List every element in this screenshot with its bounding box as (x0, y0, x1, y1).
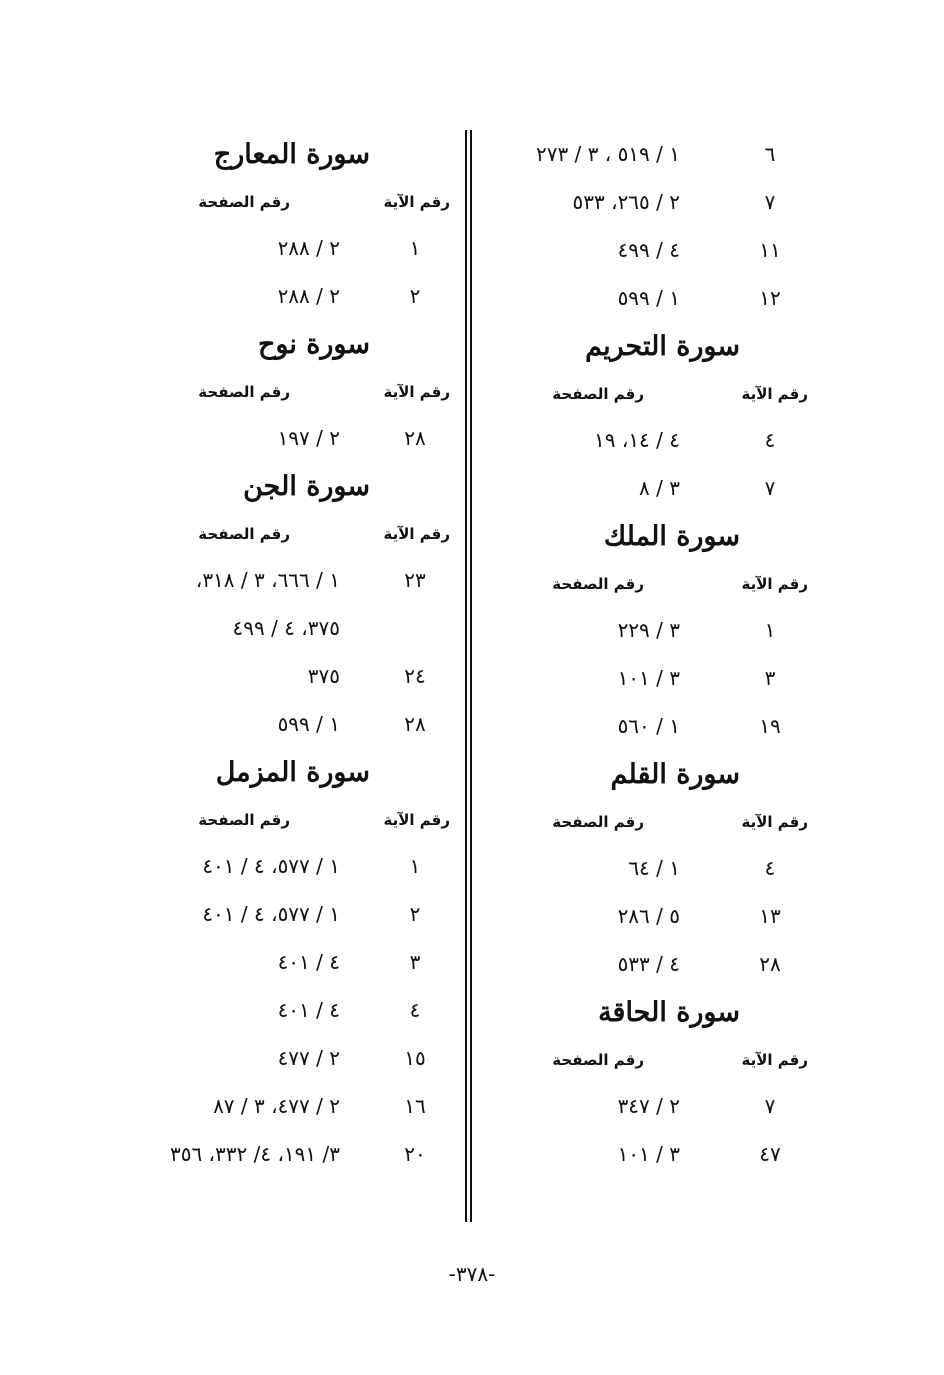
ayah-number: ٧ (764, 476, 776, 500)
ayah-number: ١ (764, 618, 776, 642)
left-column (120, 130, 460, 1178)
index-row (120, 604, 460, 652)
ayah-number: ٢٠ (404, 1142, 426, 1166)
ayah-number: ٢ (409, 902, 421, 926)
ayah-number: ١٥ (404, 1046, 426, 1070)
ayah-number: ١٩ (759, 714, 781, 738)
page-reference: ٥ / ٢٨٦ (617, 904, 680, 928)
surah-heading: سورة نوح (257, 329, 370, 360)
page-reference: ٢ / ٢٦٥، ٥٣٣ (572, 190, 680, 214)
column-header-row (120, 180, 460, 224)
page-reference: ٣٧٥ (307, 664, 340, 688)
ayah-number: ٢٨ (759, 952, 781, 976)
index-row (500, 226, 820, 274)
page-number-header: رقم الصفحة (552, 813, 644, 831)
ayah-number: ٦ (764, 142, 776, 166)
index-row (120, 1130, 460, 1178)
surah-heading: سورة التحريم (585, 331, 740, 362)
ayah-number: ٢٤ (404, 664, 426, 688)
page-reference: ٤ / ٤٠١ (277, 998, 340, 1022)
index-row (120, 556, 460, 604)
surah-heading: سورة القلم (610, 759, 740, 790)
ayah-number-header: رقم الآية (741, 575, 808, 593)
page-reference: ١ / ٦٦٦، ٣ / ٣١٨، (195, 568, 340, 592)
index-row (120, 700, 460, 748)
page-reference: ٤ / ١٤، ١٩ (594, 428, 680, 452)
index-row (120, 272, 460, 320)
page-reference: ٣ / ٨ (639, 476, 680, 500)
ayah-number: ٧ (764, 1094, 776, 1118)
page-reference: ٢ / ٢٨٨ (277, 284, 340, 308)
ayah-number: ١٣ (759, 904, 781, 928)
index-row (500, 416, 820, 464)
page-reference: ٢ / ٤٧٧، ٣ / ٨٧ (213, 1094, 340, 1118)
page-reference: ١ / ٦٤ (628, 856, 680, 880)
ayah-number: ١١ (759, 238, 781, 262)
index-row (120, 414, 460, 462)
page-reference: ٢ / ٢٨٨ (277, 236, 340, 260)
surah-heading-row (500, 512, 820, 562)
column-header-row (500, 1038, 820, 1082)
ayah-number-header: رقم الآية (383, 383, 450, 401)
ayah-number: ١ (409, 236, 421, 260)
surah-heading-row (120, 130, 460, 180)
column-header-row (500, 800, 820, 844)
column-header-row (120, 798, 460, 842)
ayah-number: ٤ (764, 428, 776, 452)
index-row (120, 1082, 460, 1130)
ayah-number-header: رقم الآية (741, 1051, 808, 1069)
surah-heading: سورة الجن (243, 471, 370, 502)
page-number-header: رقم الصفحة (198, 383, 290, 401)
ayah-number: ١٦ (404, 1094, 426, 1118)
index-row (500, 130, 820, 178)
column-divider (465, 130, 472, 1222)
index-row (500, 940, 820, 988)
page-reference: ٣/ ١٩١، ٤/ ٣٣٢، ٣٥٦ (169, 1142, 340, 1166)
right-column (500, 130, 820, 1178)
column-header-row (120, 370, 460, 414)
page-reference: ١ / ٥٧٧، ٤ / ٤٠١ (202, 902, 340, 926)
ayah-number-header: رقم الآية (741, 813, 808, 831)
index-row (500, 178, 820, 226)
surah-heading-row (120, 748, 460, 798)
page-number-header: رقم الصفحة (552, 575, 644, 593)
page-reference: ٤ / ٥٣٣ (617, 952, 680, 976)
surah-heading: سورة المعارج (213, 139, 370, 170)
surah-heading-row (500, 322, 820, 372)
index-row (500, 1130, 820, 1178)
surah-heading-row (120, 462, 460, 512)
ayah-number: ٤ (764, 856, 776, 880)
index-row (120, 652, 460, 700)
ayah-number-header: رقم الآية (383, 193, 450, 211)
index-row (500, 1082, 820, 1130)
index-row (120, 842, 460, 890)
index-row (500, 702, 820, 750)
page-reference: ٣٧٥، ٤ / ٤٩٩ (232, 616, 340, 640)
ayah-number: ٢٨ (404, 712, 426, 736)
index-row (500, 844, 820, 892)
index-row (120, 224, 460, 272)
ayah-number: ٢٣ (404, 568, 426, 592)
ayah-number-header: رقم الآية (383, 525, 450, 543)
page-reference: ١ / ٥٧٧، ٤ / ٤٠١ (202, 854, 340, 878)
index-row (500, 654, 820, 702)
page-reference: ١ / ٥٩٩ (617, 286, 680, 310)
page-reference: ١ / ٥٩٩ (277, 712, 340, 736)
surah-heading-row (120, 320, 460, 370)
page-reference: ٢ / ١٩٧ (277, 426, 340, 450)
column-header-row (500, 562, 820, 606)
surah-heading: سورة الحاقة (598, 997, 740, 1028)
index-row (120, 938, 460, 986)
column-header-row (120, 512, 460, 556)
page-reference: ٢ / ٣٤٧ (617, 1094, 680, 1118)
ayah-number: ١ (409, 854, 421, 878)
ayah-number: ٤ (409, 998, 421, 1022)
ayah-number: ٢٨ (404, 426, 426, 450)
ayah-number-header: رقم الآية (383, 811, 450, 829)
page-number-header: رقم الصفحة (198, 193, 290, 211)
page-reference: ٣ / ٢٢٩ (617, 618, 680, 642)
surah-heading-row (500, 750, 820, 800)
page-reference: ١ / ٥٦٠ (617, 714, 680, 738)
index-row (500, 892, 820, 940)
surah-heading-row (500, 988, 820, 1038)
page-number-header: رقم الصفحة (198, 525, 290, 543)
index-row (500, 464, 820, 512)
ayah-number: ١٢ (759, 286, 781, 310)
page-number: -٣٧٨- (448, 1262, 496, 1286)
ayah-number: ٧ (764, 190, 776, 214)
page-reference: ١ / ٥١٩ ، ٣ / ٢٧٣ (535, 142, 680, 166)
page-reference: ٤ / ٤٩٩ (617, 238, 680, 262)
ayah-number: ٣ (409, 950, 421, 974)
index-row (500, 606, 820, 654)
page-number-header: رقم الصفحة (552, 385, 644, 403)
index-row (120, 986, 460, 1034)
surah-heading: سورة الملك (603, 521, 740, 552)
page-number-header: رقم الصفحة (552, 1051, 644, 1069)
page-reference: ٣ / ١٠١ (617, 1142, 680, 1166)
ayah-number-header: رقم الآية (741, 385, 808, 403)
column-header-row (500, 372, 820, 416)
surah-heading: سورة المزمل (215, 757, 370, 788)
index-row (500, 274, 820, 322)
page-reference: ٢ / ٤٧٧ (277, 1046, 340, 1070)
page-number-header: رقم الصفحة (198, 811, 290, 829)
page-reference: ٤ / ٤٠١ (277, 950, 340, 974)
ayah-number: ٤٧ (759, 1142, 781, 1166)
index-row (120, 890, 460, 938)
index-row (120, 1034, 460, 1082)
ayah-number: ٣ (764, 666, 776, 690)
page-reference: ٣ / ١٠١ (617, 666, 680, 690)
ayah-number: ٢ (409, 284, 421, 308)
